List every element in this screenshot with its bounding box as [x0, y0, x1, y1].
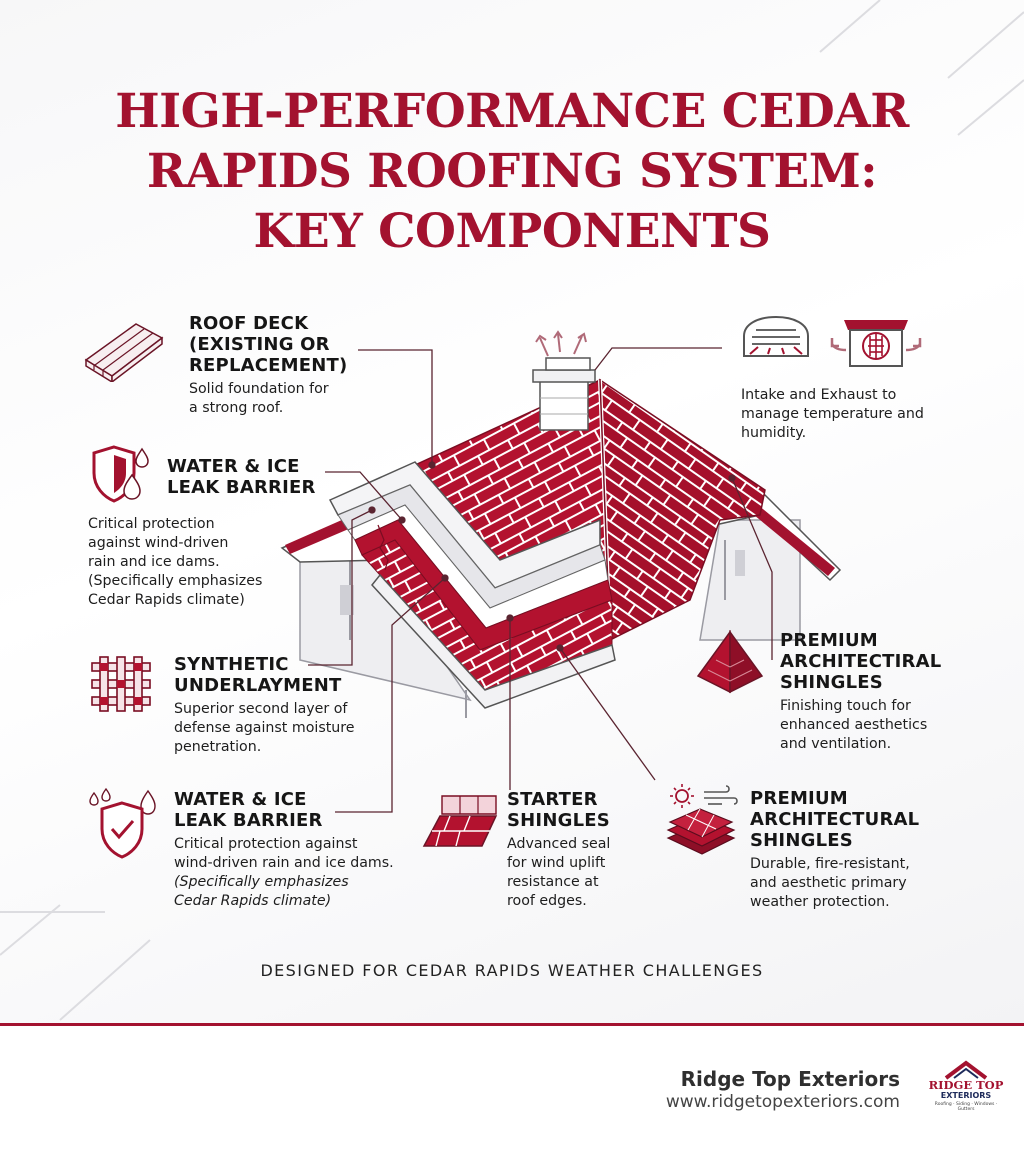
logo-line-1: RIDGE TOP — [928, 1078, 1004, 1092]
heading-line: ARCHITECTURAL — [750, 809, 920, 830]
description-line: weather protection. — [750, 894, 890, 910]
label-roof-deck — [189, 313, 347, 418]
description-line: resistance at — [507, 874, 599, 890]
description-line: manage temperature and — [741, 406, 924, 422]
leak-barrier-top-description — [88, 515, 262, 610]
shield-check-drops-icon — [86, 785, 160, 861]
tagline: DESIGNED FOR CEDAR RAPIDS WEATHER CHALLENGES — [260, 961, 764, 980]
description-line: penetration. — [174, 739, 262, 755]
starter-shingle-strip-icon — [420, 790, 500, 852]
heading-line: REPLACEMENT) — [189, 355, 348, 376]
label-starter — [507, 789, 610, 911]
label-ridge-cap — [780, 630, 941, 754]
roof-deck-description — [189, 380, 347, 418]
description-line: and ventilation. — [780, 736, 892, 752]
architectural-description — [750, 855, 919, 912]
soffit-intake-vent-icon — [740, 314, 812, 360]
label-leak-barrier-bottom — [174, 789, 394, 911]
description-line: roof edges. — [507, 893, 587, 909]
heading-line: PREMIUM — [780, 630, 878, 651]
heading-line: (EXISTING OR — [189, 334, 330, 355]
exhaust-arrows — [536, 332, 586, 356]
underlayment-heading — [174, 654, 355, 696]
description-line: humidity. — [741, 425, 807, 441]
description-line: Critical protection against — [174, 836, 358, 852]
description-line: Superior second layer of — [174, 701, 348, 717]
description-line: Cedar Rapids climate) — [88, 592, 245, 608]
description-line: for wind uplift — [507, 855, 606, 871]
description-line: Intake and Exhaust to — [741, 387, 897, 403]
description-line: Advanced seal — [507, 836, 611, 852]
starter-description — [507, 835, 610, 911]
heading-line: PREMIUM — [750, 788, 848, 809]
description-line: defense against moisture — [174, 720, 355, 736]
title-line-1: HIGH-PERFORMANCE CEDAR — [115, 84, 909, 139]
description-line: enhanced aesthetics — [780, 717, 928, 733]
ventilation-description — [741, 386, 924, 443]
pyramid-ridge-cap-icon — [694, 630, 766, 696]
label-underlayment — [174, 654, 355, 757]
heading-line: SHINGLES — [507, 810, 610, 831]
description-line: Solid foundation for — [189, 381, 329, 397]
ridge-cap-description — [780, 697, 941, 754]
roof-logo-icon — [944, 1060, 988, 1080]
title-line-2: RAPIDS ROOFING SYSTEM: — [146, 144, 878, 199]
leak-barrier-top-heading — [167, 456, 316, 498]
wood-planks-icon — [84, 320, 164, 382]
company-url[interactable]: www.ridgetopexteriors.com — [665, 1092, 900, 1112]
heading-line: WATER & ICE — [174, 789, 307, 810]
layered-shingles-sun-wind-icon — [662, 782, 740, 860]
description-line: Durable, fire-resistant, — [750, 856, 910, 872]
woven-fabric-icon — [90, 655, 152, 713]
label-ventilation — [741, 382, 924, 443]
underlayment-description — [174, 700, 355, 757]
heading-line: STARTER — [507, 789, 598, 810]
leak-barrier-bottom-description — [174, 835, 394, 911]
ridge-cap-heading — [780, 630, 941, 693]
heading-line: WATER & ICE — [167, 456, 300, 477]
heading-line: LEAK BARRIER — [167, 477, 316, 498]
company-name: Ridge Top Exteriors — [680, 1067, 900, 1091]
description-line: (Specifically emphasizes — [88, 573, 263, 589]
description-line: Critical protection — [88, 516, 215, 532]
heading-line: ARCHITECTIRAL — [780, 651, 942, 672]
chimney — [533, 358, 595, 430]
heading-line: SHINGLES — [750, 830, 853, 851]
climate-note-line: (Specifically emphasizes — [174, 874, 349, 890]
logo-line-2: EXTERIORS — [940, 1091, 992, 1100]
architectural-heading — [750, 788, 919, 851]
description-line: against wind-driven — [88, 535, 229, 551]
exhaust-vent-icon — [830, 310, 922, 372]
label-leak-barrier-top-heading — [167, 456, 316, 498]
heading-line: UNDERLAYMENT — [174, 675, 342, 696]
leak-barrier-bottom-heading — [174, 789, 394, 831]
heading-line: ROOF DECK — [189, 313, 309, 334]
roof-deck-heading — [189, 313, 347, 376]
label-architectural — [750, 788, 919, 912]
heading-line: SHINGLES — [780, 672, 883, 693]
title-line-3: KEY COMPONENTS — [253, 204, 771, 259]
heading-line: SYNTHETIC — [174, 654, 289, 675]
label-leak-barrier-top-description — [88, 511, 262, 610]
starter-heading — [507, 789, 610, 831]
description-line: a strong roof. — [189, 400, 284, 416]
heading-line: LEAK BARRIER — [174, 810, 323, 831]
description-line: rain and ice dams. — [88, 554, 220, 570]
shield-water-drops-icon — [88, 443, 158, 505]
logo-line-3: Roofing · Siding · Windows · Gutters — [934, 1102, 998, 1112]
description-line: and aesthetic primary — [750, 875, 907, 891]
description-line: wind-driven rain and ice dams. — [174, 855, 394, 871]
company-logo — [926, 1060, 1006, 1116]
description-line: Finishing touch for — [780, 698, 911, 714]
climate-note-line: Cedar Rapids climate) — [174, 893, 332, 909]
